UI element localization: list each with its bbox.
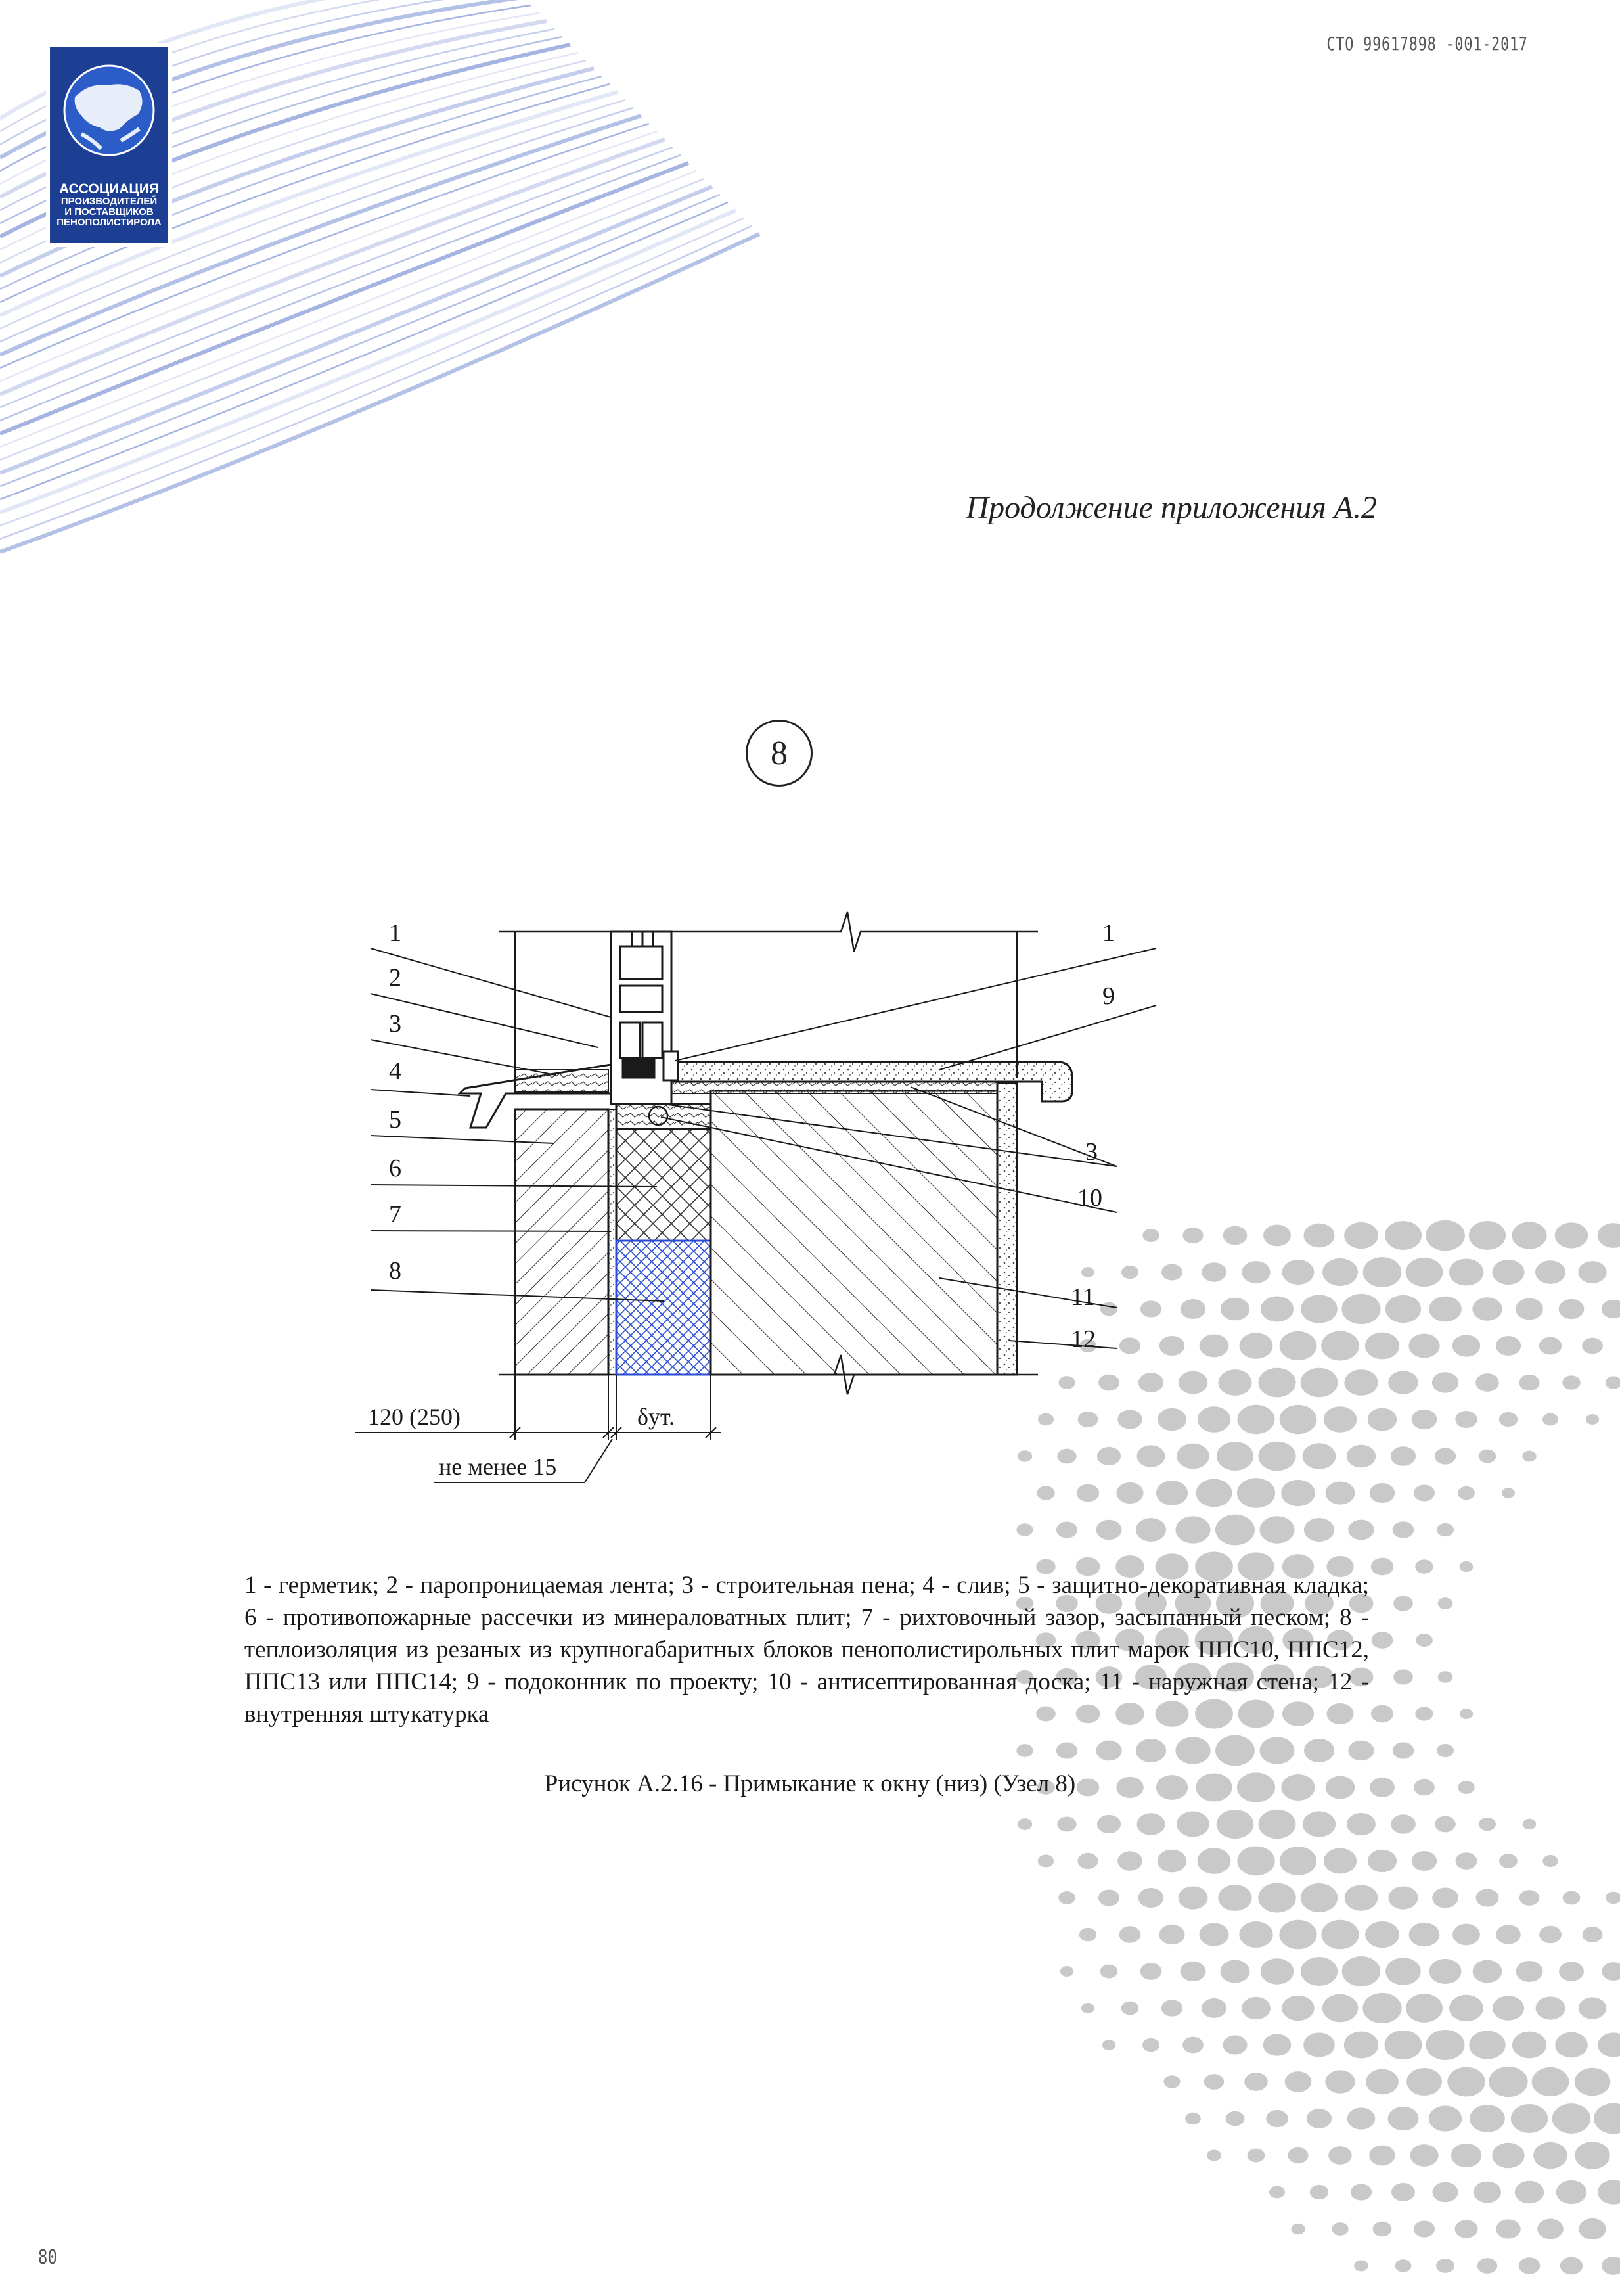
callout-left-4: 4	[389, 1057, 401, 1085]
logo-line4: ПЕНОПОЛИСТИРОЛА	[56, 216, 162, 228]
dim-bottom-label: не менее 15	[439, 1454, 557, 1480]
protective-masonry	[515, 1109, 608, 1375]
eps-insulation	[616, 1241, 711, 1375]
logo-line3: И ПОСТАВЩИКОВ	[64, 206, 154, 218]
figure-caption: Рисунок А.2.16 - Примыкание к окну (низ) (Узел 8)	[544, 1770, 1076, 1797]
callout-right-12: 12	[1071, 1325, 1096, 1353]
foam-outer	[515, 1070, 608, 1092]
callout-left-7: 7	[389, 1201, 401, 1228]
callout-right-9: 9	[1102, 982, 1115, 1010]
logo-line2: ПРОИЗВОДИТЕЛЕЙ	[60, 196, 158, 208]
callout-right-1: 1	[1102, 919, 1115, 947]
foam-under-sill	[669, 1082, 997, 1093]
callouts-right	[1071, 919, 1115, 1353]
window-frame-profile	[611, 932, 678, 1104]
callout-left-3: 3	[389, 1010, 401, 1038]
callouts-left	[389, 919, 401, 1285]
document-code: СТО 99617898 -001-2017	[1326, 33, 1528, 55]
node-number: 8	[771, 734, 788, 772]
callout-left-5: 5	[389, 1106, 401, 1134]
dim-mid-label: δут.	[637, 1404, 675, 1430]
exterior-wall	[711, 1091, 997, 1375]
callout-right-10: 10	[1077, 1184, 1102, 1212]
callout-left-1: 1	[389, 919, 401, 947]
dim-left-label: 120 (250)	[368, 1404, 461, 1430]
callout-left-2: 2	[389, 964, 401, 992]
callout-right-11: 11	[1071, 1283, 1095, 1311]
sand-gap	[608, 1109, 616, 1375]
drawing-legend: 1 - герметик; 2 - паропроницаемая лента; 3 - строительная пена; 4 - слив; 5 - защитно-декоративная кладка; 6 - противопожарные рассечки из минераловатных плит; 7 - рихтовочный зазор, засыпанный песком; 8 - теплоизоляция из резаных из крупногабаритных блоков пенополистирольных плит марок ППС10, ППС12, ППС13 или ППС14; 9 - подоконник по проекту; 10 - антисептированная доска; 11 - наружная стена; 12 - внутренняя штукатурка	[244, 1572, 1369, 1728]
callout-left-8: 8	[389, 1257, 401, 1285]
callout-left-6: 6	[389, 1155, 401, 1182]
mineral-wool-cut	[616, 1129, 711, 1241]
logo-line1: АССОЦИАЦИЯ	[59, 181, 159, 196]
callout-right-3: 3	[1085, 1138, 1098, 1166]
section-title: Продолжение приложения А.2	[966, 490, 1377, 525]
dimension-labels	[368, 1404, 675, 1480]
page-number: 80	[38, 2246, 57, 2269]
